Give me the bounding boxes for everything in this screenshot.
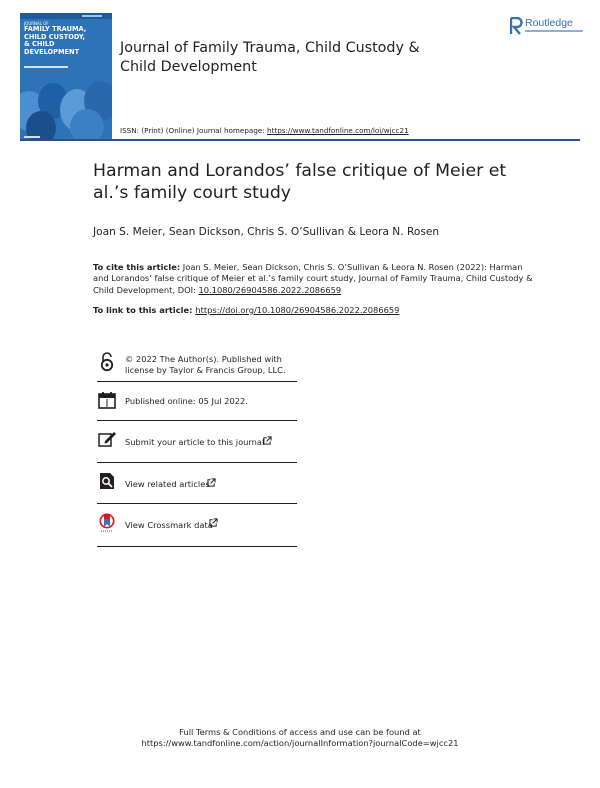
routledge-r-icon bbox=[510, 17, 523, 35]
article-title: Harman and Lorandos’ false critique of Meier et al.’s family court study bbox=[93, 161, 507, 203]
cover-strip bbox=[24, 66, 68, 68]
crossmark-icon bbox=[97, 512, 117, 532]
cover-title-line-1: JOURNAL OF bbox=[24, 21, 49, 26]
cover-title-line-2: FAMILY TRAUMA, bbox=[24, 25, 87, 33]
article-authors: Joan S. Meier, Sean Dickson, Chris S. O’Sullivan & Leora N. Rosen bbox=[93, 226, 440, 238]
routledge-logo bbox=[510, 17, 586, 39]
cover-figure-6 bbox=[70, 109, 104, 139]
cover-title-line-3: CHILD CUSTODY, bbox=[24, 32, 86, 41]
cover-title bbox=[24, 21, 110, 56]
header-rule bbox=[20, 139, 580, 141]
footer-line-1: Full Terms & Conditions of access and use can be found at bbox=[179, 727, 421, 737]
cite-text: Joan S. Meier, Sean Dickson, Chris S. O’Sullivan & Leora N. Rosen (2022): Harman and Lorandos’ false critique of Meier et al.’s family court study, Journal of Family Trauma, Child Custody & Child Development, DOI: bbox=[93, 262, 533, 295]
article-link-line bbox=[93, 305, 399, 315]
license-line-1: © 2022 The Author(s). Published with bbox=[125, 354, 282, 364]
separator bbox=[97, 546, 297, 547]
doi-link[interactable]: 10.1080/26904586.2022.2086659 bbox=[198, 284, 342, 295]
external-link-icon bbox=[207, 478, 216, 487]
journal-title: Journal of Family Trauma, Child Custody & Child Development bbox=[120, 40, 420, 75]
separator bbox=[97, 420, 297, 421]
citation-block bbox=[93, 262, 533, 296]
cite-label: To cite this article: bbox=[93, 262, 181, 272]
footer bbox=[0, 727, 600, 750]
calendar-icon bbox=[97, 390, 117, 410]
related-articles-search-icon bbox=[97, 471, 117, 491]
view-crossmark-link[interactable]: View Crossmark data bbox=[125, 520, 213, 530]
cover-bottom-text bbox=[24, 136, 40, 138]
footer-terms-url[interactable]: https://www.tandfonline.com/action/journalInformation?journalCode=wjcc21 bbox=[141, 738, 459, 749]
publisher-tagline bbox=[525, 30, 583, 32]
external-link-icon bbox=[263, 436, 272, 445]
edit-pencil-icon bbox=[97, 429, 117, 449]
submit-article-link[interactable]: Submit your article to this journal bbox=[125, 437, 265, 447]
cover-tag bbox=[82, 15, 102, 17]
cover-figure-5 bbox=[26, 111, 56, 139]
separator bbox=[97, 462, 297, 463]
open-access-lock-icon bbox=[97, 352, 117, 372]
journal-homepage-link[interactable]: https://www.tandfonline.com/loi/wjcc21 bbox=[267, 126, 409, 135]
separator bbox=[97, 381, 297, 382]
published-date: Published online: 05 Jul 2022. bbox=[125, 396, 248, 406]
external-link-icon bbox=[209, 518, 218, 527]
separator bbox=[97, 503, 297, 504]
publisher-name: Routledge bbox=[525, 17, 573, 29]
article-doi-url[interactable]: https://doi.org/10.1080/26904586.2022.2086659 bbox=[195, 305, 400, 315]
journal-cover bbox=[20, 13, 112, 139]
cover-title-line-4: & CHILD DEVELOPMENT bbox=[24, 40, 80, 56]
view-related-articles-link[interactable]: View related articles bbox=[125, 479, 210, 489]
issn-line bbox=[120, 126, 409, 135]
link-label: To link to this article: bbox=[93, 305, 196, 315]
issn-prefix: ISSN: (Print) (Online) Journal homepage: bbox=[120, 126, 268, 135]
license-line-2: license by Taylor & Francis Group, LLC. bbox=[125, 365, 286, 375]
